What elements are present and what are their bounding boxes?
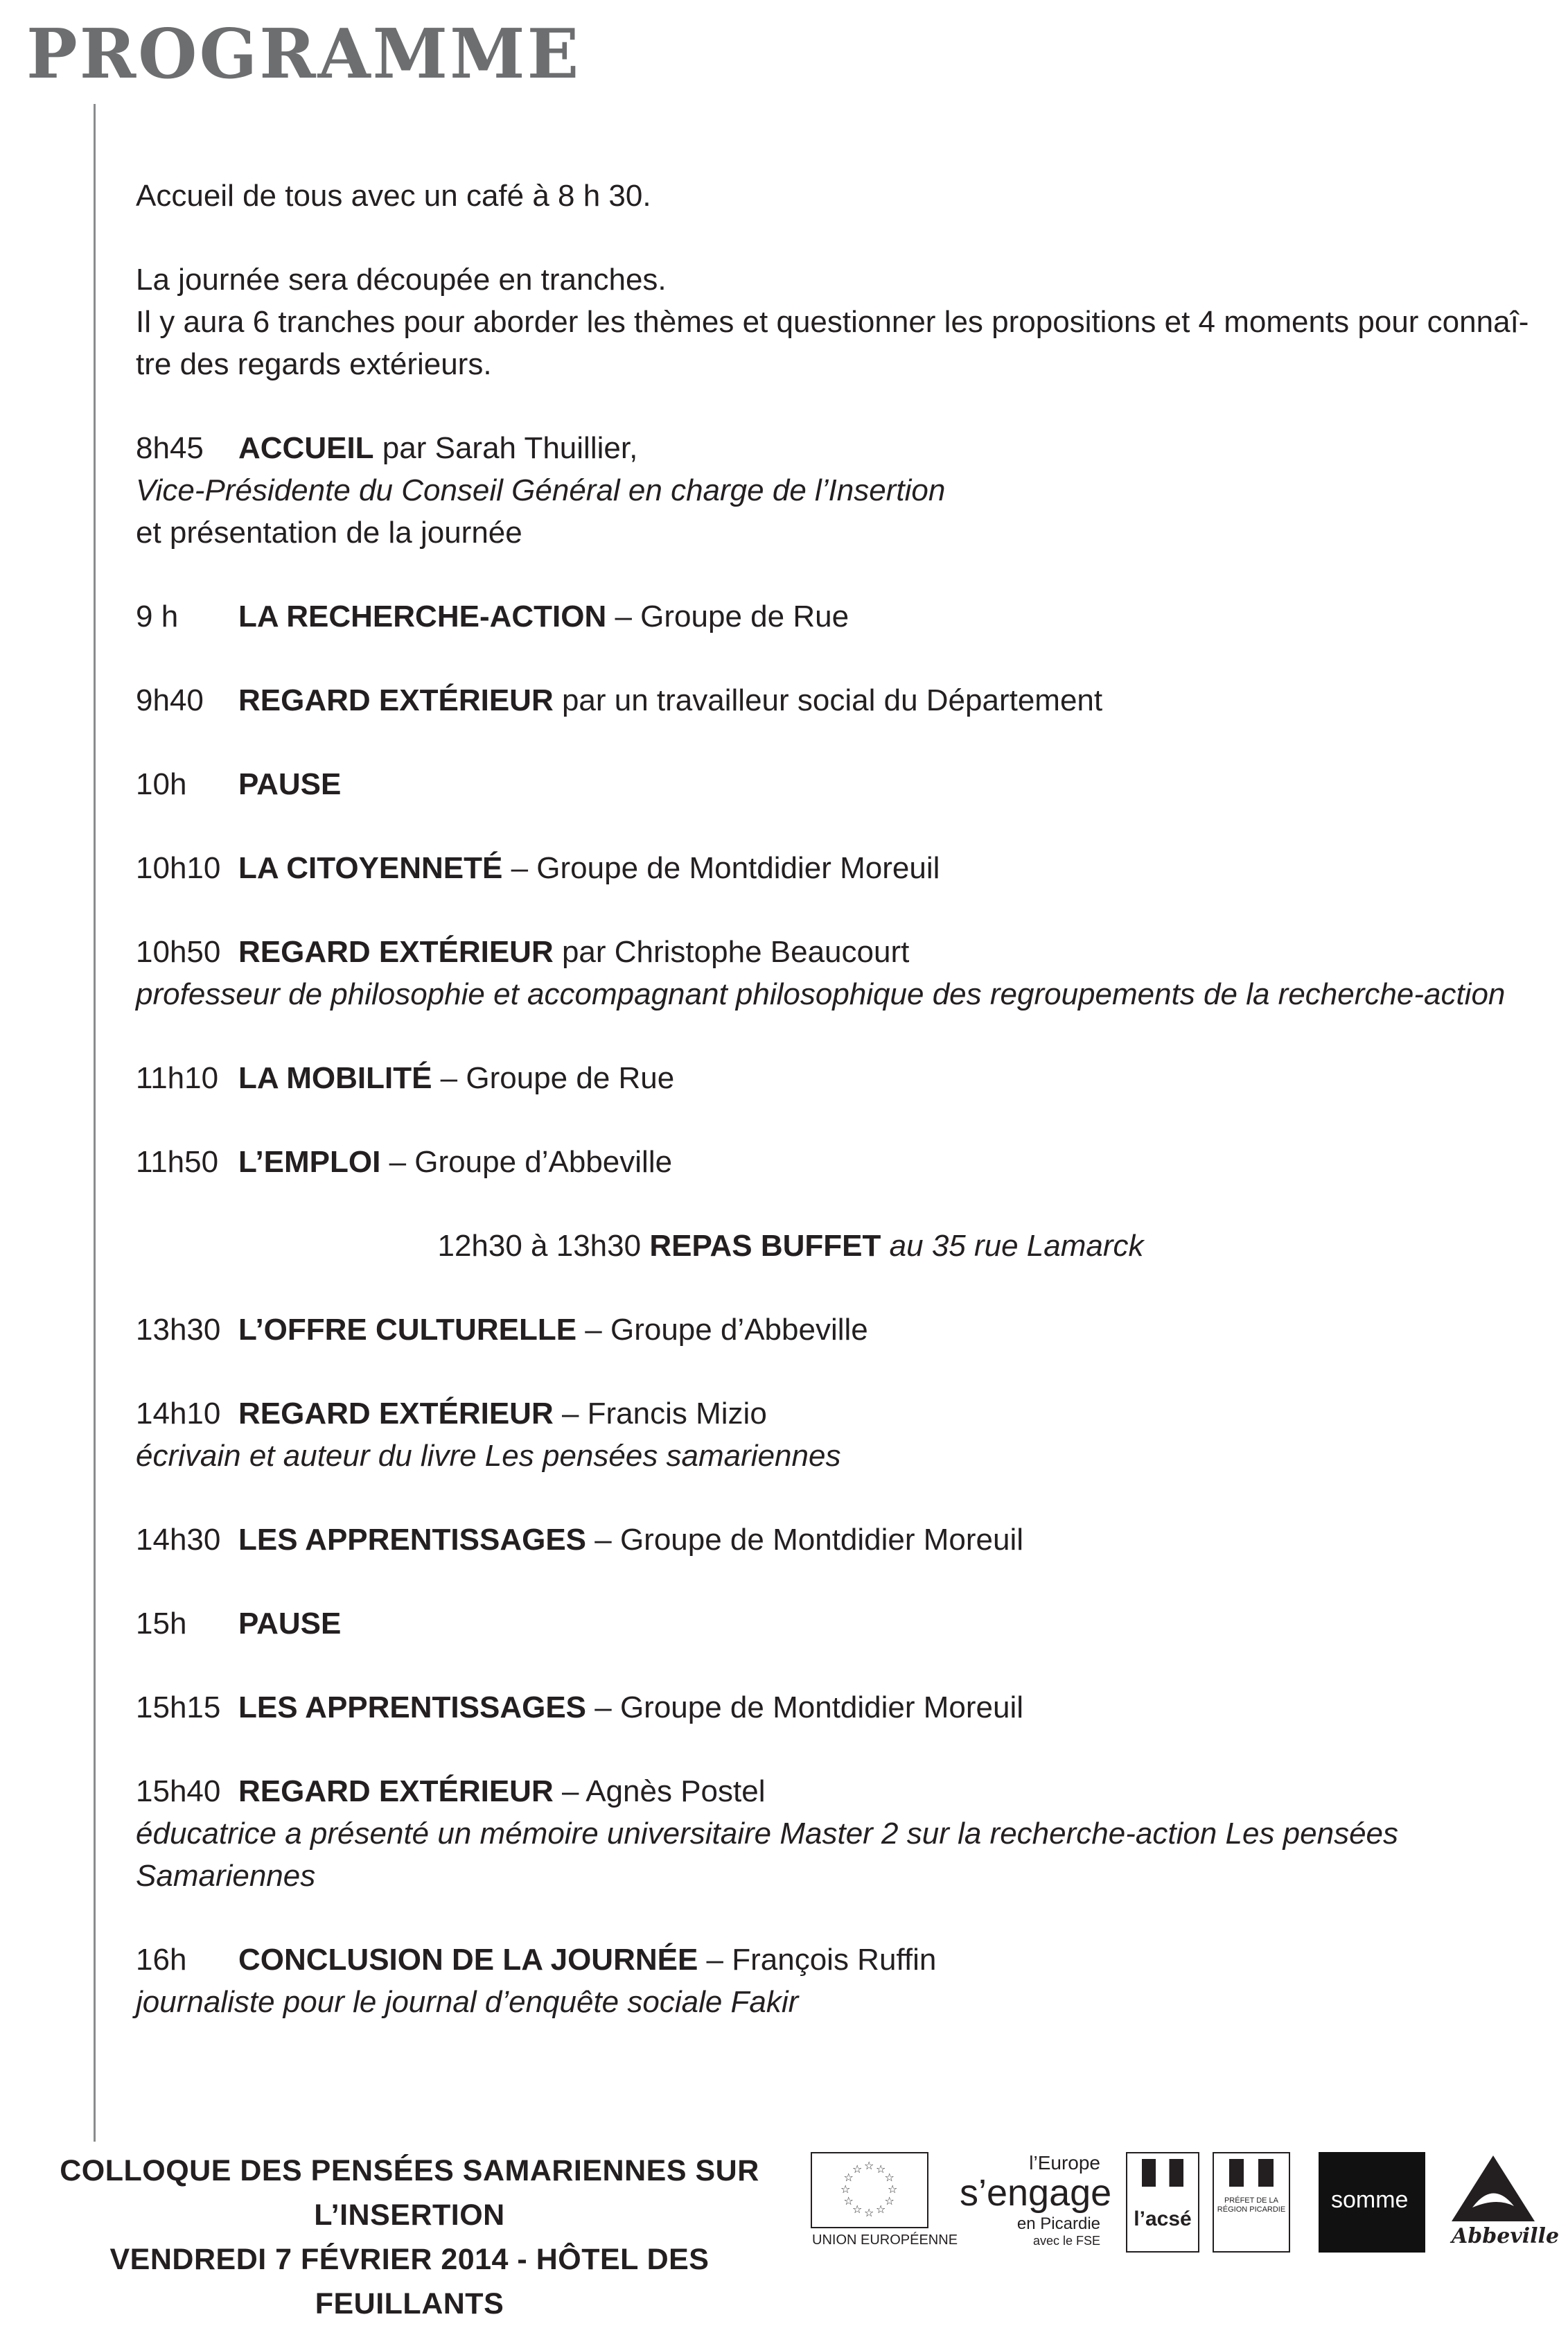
schedule-time: 15h15 bbox=[136, 1690, 221, 1724]
abbeville-text: Abbeville bbox=[1452, 2224, 1560, 2248]
europe-engage-logo bbox=[953, 2152, 1116, 2253]
intro-line: Il y aura 6 tranches pour aborder les thèmes et questionner les propositions et 4 moments pour connaî- bbox=[136, 305, 1529, 339]
schedule-text: – Francis Mizio bbox=[553, 1397, 767, 1431]
schedule-time: 11h10 bbox=[136, 1061, 219, 1095]
schedule-item bbox=[136, 1602, 1542, 1645]
eu-star-icon: ☆ bbox=[864, 2160, 874, 2172]
schedule-subtitle: éducatrice a présenté un mémoire universitaire Master 2 sur la recherche-action Les pensées Samariennes bbox=[136, 1817, 1399, 1893]
europe-top-text: l’Europe bbox=[1029, 2152, 1100, 2174]
event-date-place: VENDREDI 7 FÉVRIER 2014 - HÔTEL DES FEUILLANTS bbox=[109, 2243, 710, 2320]
eu-star-icon: ☆ bbox=[852, 2204, 863, 2216]
page-title: PROGRAMME bbox=[26, 15, 581, 94]
schedule-subtitle: Vice-Présidente du Conseil Général en charge de l’Insertion bbox=[136, 473, 946, 507]
schedule-time: 8h45 bbox=[136, 431, 204, 465]
schedule-title: PAUSE bbox=[238, 1607, 342, 1641]
schedule-item bbox=[136, 847, 1542, 889]
event-name: COLLOQUE DES PENSÉES SAMARIENNES SUR L’INSERTION bbox=[60, 2154, 759, 2232]
schedule-title: LA MOBILITÉ bbox=[238, 1061, 432, 1095]
schedule-title: CONCLUSION DE LA JOURNÉE bbox=[238, 1943, 698, 1977]
eu-star-icon: ☆ bbox=[852, 2163, 863, 2176]
somme-text: somme bbox=[1331, 2187, 1409, 2213]
lunch-place: au 35 rue Lamarck bbox=[881, 1229, 1144, 1263]
europe-fse-text: avec le FSE bbox=[1032, 2234, 1100, 2248]
schedule-title: REGARD EXTÉRIEUR bbox=[238, 683, 554, 717]
eu-star-icon: ☆ bbox=[884, 2172, 895, 2184]
schedule-title: L’OFFRE CULTURELLE bbox=[238, 1313, 577, 1347]
eu-star-icon: ☆ bbox=[884, 2196, 895, 2207]
schedule-text: par un travailleur social du Département bbox=[553, 683, 1103, 717]
prefet-logo bbox=[1213, 2152, 1290, 2253]
eu-caption: UNION EUROPÉENNE bbox=[812, 2232, 958, 2248]
schedule-time: 16h bbox=[136, 1943, 187, 1977]
schedule-text: – Groupe de Montdidier Moreuil bbox=[586, 1523, 1024, 1557]
schedule-time: 9h40 bbox=[136, 683, 204, 717]
eu-star-icon: ☆ bbox=[876, 2163, 886, 2176]
schedule-item bbox=[136, 595, 1542, 638]
schedule-text: – Groupe de Rue bbox=[432, 1061, 675, 1095]
schedule-title: REGARD EXTÉRIEUR bbox=[238, 1774, 554, 1808]
europe-main-text: s’engage bbox=[960, 2172, 1112, 2214]
programme-content bbox=[136, 175, 1542, 2023]
schedule-text: – Groupe d’Abbeville bbox=[576, 1313, 868, 1347]
schedule-text: – Groupe de Rue bbox=[606, 600, 849, 633]
schedule-item bbox=[136, 1770, 1542, 1897]
intro-line: La journée sera découpée en tranches. bbox=[136, 263, 667, 297]
sponsor-logos bbox=[811, 2152, 1560, 2253]
schedule-time: 14h30 bbox=[136, 1523, 221, 1557]
lunch-title: REPAS BUFFET bbox=[649, 1229, 881, 1263]
europe-region-text: en Picardie bbox=[1016, 2214, 1100, 2233]
schedule-title: PAUSE bbox=[238, 767, 342, 801]
schedule-title: ACCUEIL bbox=[238, 431, 374, 465]
eu-logo bbox=[811, 2152, 958, 2253]
schedule-time: 15h bbox=[136, 1607, 187, 1641]
schedule-title: LES APPRENTISSAGES bbox=[238, 1523, 587, 1557]
eu-star-icon: ☆ bbox=[843, 2196, 854, 2207]
schedule-subtitle: écrivain et auteur du livre Les pensées samariennes bbox=[136, 1439, 841, 1473]
intro-line: tre des regards extérieurs. bbox=[136, 347, 492, 381]
schedule-time: 15h40 bbox=[136, 1774, 221, 1808]
schedule-title: LA RECHERCHE-ACTION bbox=[238, 600, 607, 633]
eu-star-icon: ☆ bbox=[888, 2184, 898, 2196]
schedule-text: – François Ruffin bbox=[698, 1943, 937, 1977]
schedule-item bbox=[136, 1057, 1542, 1099]
schedule-item bbox=[136, 427, 1542, 554]
marianne-icon bbox=[1126, 2152, 1199, 2253]
schedule-title: L’EMPLOI bbox=[238, 1145, 381, 1179]
vertical-rule bbox=[94, 104, 96, 2142]
schedule-item bbox=[136, 1392, 1542, 1477]
schedule-text: – Agnès Postel bbox=[553, 1774, 766, 1808]
abbeville-logo bbox=[1445, 2152, 1560, 2253]
eu-flag-icon bbox=[811, 2152, 928, 2228]
schedule-item bbox=[136, 1519, 1542, 1561]
schedule-time: 13h30 bbox=[136, 1313, 221, 1347]
schedule-text: par Sarah Thuillier, bbox=[373, 431, 638, 465]
event-footer bbox=[25, 2149, 794, 2326]
schedule-item bbox=[136, 1309, 1542, 1351]
schedule-title: REGARD EXTÉRIEUR bbox=[238, 935, 554, 969]
schedule-subtitle: et présentation de la journée bbox=[136, 516, 522, 550]
schedule-time: 10h10 bbox=[136, 851, 221, 885]
schedule-text: – Groupe de Montdidier Moreuil bbox=[586, 1690, 1024, 1724]
acse-text: l’acsé bbox=[1134, 2207, 1192, 2230]
schedule-text: par Christophe Beaucourt bbox=[553, 935, 910, 969]
schedule-time: 9 h bbox=[136, 600, 179, 633]
acse-logo bbox=[1126, 2152, 1199, 2253]
eu-star-icon: ☆ bbox=[864, 2207, 874, 2219]
schedule-item bbox=[136, 1686, 1542, 1729]
schedule-title: LA CITOYENNETÉ bbox=[238, 851, 503, 885]
schedule-title: LES APPRENTISSAGES bbox=[238, 1690, 587, 1724]
lunch-line bbox=[136, 1225, 1542, 1267]
schedule-time: 10h50 bbox=[136, 935, 221, 969]
lunch-time: 12h30 à 13h30 bbox=[437, 1229, 650, 1263]
eu-star-icon: ☆ bbox=[876, 2204, 886, 2216]
schedule-subtitle: professeur de philosophie et accompagnant philosophique des regroupements de la recherche-action bbox=[136, 977, 1506, 1011]
schedule-time: 11h50 bbox=[136, 1145, 219, 1179]
schedule-subtitle: journaliste pour le journal d’enquête sociale Fakir bbox=[136, 1985, 799, 2019]
marianne-icon bbox=[1213, 2152, 1290, 2253]
schedule-item bbox=[136, 931, 1542, 1015]
schedule-item bbox=[136, 1939, 1542, 2023]
schedule-text: – Groupe de Montdidier Moreuil bbox=[502, 851, 940, 885]
schedule-title: REGARD EXTÉRIEUR bbox=[238, 1397, 554, 1431]
abbeville-emblem-icon bbox=[1445, 2152, 1542, 2225]
eu-star-icon: ☆ bbox=[843, 2172, 854, 2184]
schedule-time: 10h bbox=[136, 767, 187, 801]
eu-star-icon: ☆ bbox=[840, 2184, 851, 2196]
schedule-time: 14h10 bbox=[136, 1397, 221, 1431]
schedule-item bbox=[136, 763, 1542, 805]
schedule-item bbox=[136, 1141, 1542, 1183]
prefet-text: PRÉFET DE LA RÉGION PICARDIE bbox=[1217, 2196, 1286, 2214]
intro-line: Accueil de tous avec un café à 8 h 30. bbox=[136, 179, 651, 213]
somme-logo bbox=[1319, 2152, 1425, 2253]
schedule-item bbox=[136, 679, 1542, 722]
schedule-text: – Groupe d’Abbeville bbox=[380, 1145, 673, 1179]
